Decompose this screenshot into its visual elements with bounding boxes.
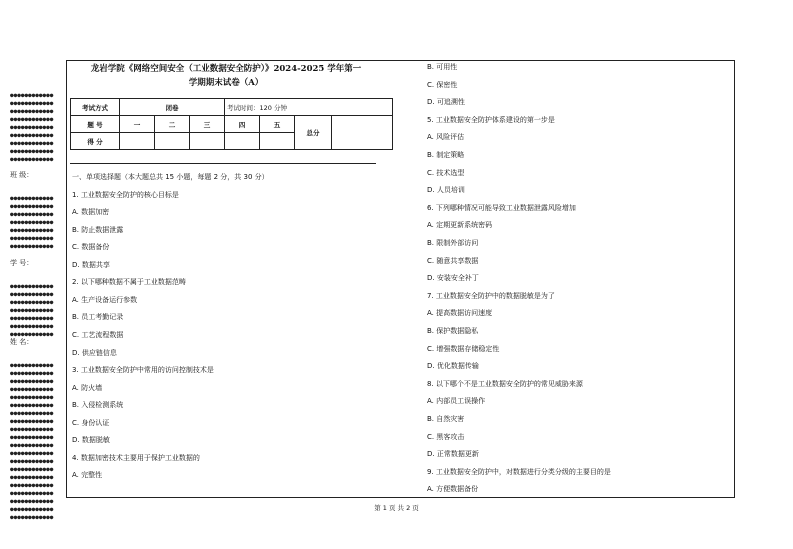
score-label: 得 分 xyxy=(71,133,120,150)
left-question-line: B. 员工考勤记录 xyxy=(72,313,124,322)
left-question-line: B. 防止数据泄露 xyxy=(72,225,124,234)
right-question-line: A. 风险评估 xyxy=(427,133,465,142)
left-question-line: 3. 工业数据安全防护中常用的访问控制技术是 xyxy=(72,366,214,375)
exam-title-line1: 龙岩学院《网络空间安全（工业数据安全防护）》2024-2025 学年第一 xyxy=(90,64,362,74)
right-question-line: B. 保护数据隐私 xyxy=(427,327,479,335)
right-question-line: A. 定期更新系统密码 xyxy=(427,221,493,230)
right-question-line: A. 内部员工误操作 xyxy=(427,397,486,406)
left-question-line: 1. 工业数据安全防护的核心目标是 xyxy=(72,190,179,199)
student-no-label: 学 号： xyxy=(10,259,34,267)
right-question-line: A. 方便数据备份 xyxy=(427,485,479,494)
left-question-line: A. 数据加密 xyxy=(72,208,110,217)
right-question-line: D. 正常数据更新 xyxy=(427,450,479,459)
section-divider xyxy=(70,163,376,164)
exam-mode-label: 考试方式 xyxy=(71,99,120,116)
right-question-line: 8. 以下哪个不是工业数据安全防护的常见威胁来源 xyxy=(427,379,583,388)
total-score-cell xyxy=(332,116,393,150)
score-col-5: 五 xyxy=(260,116,295,133)
right-question-line: D. 可追溯性 xyxy=(427,98,465,107)
score-col-2: 二 xyxy=(155,116,190,133)
binding-dots-2: ●●●●●●●●●●●● ●●●●●●●●●●●● ●●●●●●●●●●●● ●●●●●●●●●●●● ●●●●●●●●●●●● ●●●●●●●●●●●● ●●●●●●●●●●●● xyxy=(10,195,54,250)
right-question-line: C. 黑客攻击 xyxy=(427,432,465,441)
left-question-line: C. 数据备份 xyxy=(72,243,110,252)
score-col-4: 四 xyxy=(225,116,260,133)
left-question-line: A. 完整性 xyxy=(72,471,103,480)
total-label: 总分 xyxy=(295,116,332,150)
right-question-line: B. 限制外部访问 xyxy=(427,239,479,247)
right-question-line: B. 可用性 xyxy=(427,63,458,71)
right-question-line: D. 人员培训 xyxy=(427,186,465,195)
left-question-line: C. 身份认证 xyxy=(72,418,110,427)
right-question-line: B. 制定策略 xyxy=(427,151,465,159)
right-question-line: C. 随意共享数据 xyxy=(427,256,479,265)
left-question-line: D. 数据脱敏 xyxy=(72,436,110,445)
right-question-line: 5. 工业数据安全防护体系建设的第一步是 xyxy=(427,115,555,124)
left-question-line: B. 入侵检测系统 xyxy=(72,401,124,410)
score-col-1: 一 xyxy=(120,116,155,133)
right-question-line: 9. 工业数据安全防护中，对数据进行分类分级的主要目的是 xyxy=(427,467,611,476)
binding-dots-1: ●●●●●●●●●●●● ●●●●●●●●●●●● ●●●●●●●●●●●● ●●●●●●●●●●●● ●●●●●●●●●●●● ●●●●●●●●●●●● ●●●●●●●●●●●● ●●●●●●●●●●●● ●●●●●●●●●●●● xyxy=(10,92,54,163)
left-question-line: 2. 以下哪种数据不属于工业数据范畴 xyxy=(72,278,186,287)
left-question-line: 一、单项选择题（本大题总共 15 小题，每题 2 分，共 30 分） xyxy=(72,173,269,181)
question-no-label: 题 号 xyxy=(71,116,120,133)
exam-time: 考试时间：120 分钟 xyxy=(225,99,393,116)
score-col-3: 三 xyxy=(190,116,225,133)
left-question-line: A. 生产设备运行参数 xyxy=(72,295,138,304)
left-question-line: C. 工艺流程数据 xyxy=(72,330,124,339)
right-question-line: 7. 工业数据安全防护中的数据脱敏是为了 xyxy=(427,291,555,300)
right-question-line: 6. 下列哪种情况可能导致工业数据泄露风险增加 xyxy=(427,203,576,212)
left-question-line: 4. 数据加密技术主要用于保护工业数据的 xyxy=(72,453,200,462)
right-question-line: D. 优化数据传输 xyxy=(427,362,479,371)
right-question-line: C. 保密性 xyxy=(427,80,458,89)
score-cell-2 xyxy=(155,133,190,150)
left-question-line: A. 防火墙 xyxy=(72,383,103,392)
score-cell-1 xyxy=(120,133,155,150)
left-question-line: D. 数据共享 xyxy=(72,260,110,269)
score-cell-5 xyxy=(260,133,295,150)
page-footer: 第 1 页 共 2 页 xyxy=(374,504,419,512)
right-question-line: C. 技术选型 xyxy=(427,168,465,177)
right-question-line: D. 安装安全补丁 xyxy=(427,274,479,283)
name-label: 姓 名： xyxy=(10,338,34,346)
right-question-line: C. 增强数据存储稳定性 xyxy=(427,344,500,353)
exam-title xyxy=(70,62,382,90)
right-question-line: A. 提高数据访问速度 xyxy=(427,309,493,318)
score-table xyxy=(70,98,393,150)
binding-dots-4: ●●●●●●●●●●●● ●●●●●●●●●●●● ●●●●●●●●●●●● ●●●●●●●●●●●● ●●●●●●●●●●●● ●●●●●●●●●●●● ●●●●●●●●●●●● ●●●●●●●●●●●● ●●●●●●●●●●●● ●●●●●●●●●●●● ●●●●●●●●●●●● ●●●●●●●●●●●● ●●●●●●●●●●●● ●●●●●●●●●●●● ●●●●●●●●●●●● ●●●●●●●●●●●● ●●●●●●●●●●●● ●●●●●●●●●●●● ●●●●●●●●●●●● ●●●●●●●●●●●● xyxy=(10,362,54,521)
score-cell-3 xyxy=(190,133,225,150)
binding-dots-3: ●●●●●●●●●●●● ●●●●●●●●●●●● ●●●●●●●●●●●● ●●●●●●●●●●●● ●●●●●●●●●●●● ●●●●●●●●●●●● ●●●●●●●●●●●● xyxy=(10,283,54,338)
exam-mode-value: 闭卷 xyxy=(120,99,225,116)
left-question-line: D. 供应链信息 xyxy=(72,348,117,357)
right-question-line: B. 自然灾害 xyxy=(427,415,465,423)
exam-title-line2: 学期期末试卷（A） xyxy=(188,78,264,88)
score-cell-4 xyxy=(225,133,260,150)
class-label: 班 级： xyxy=(10,171,34,179)
